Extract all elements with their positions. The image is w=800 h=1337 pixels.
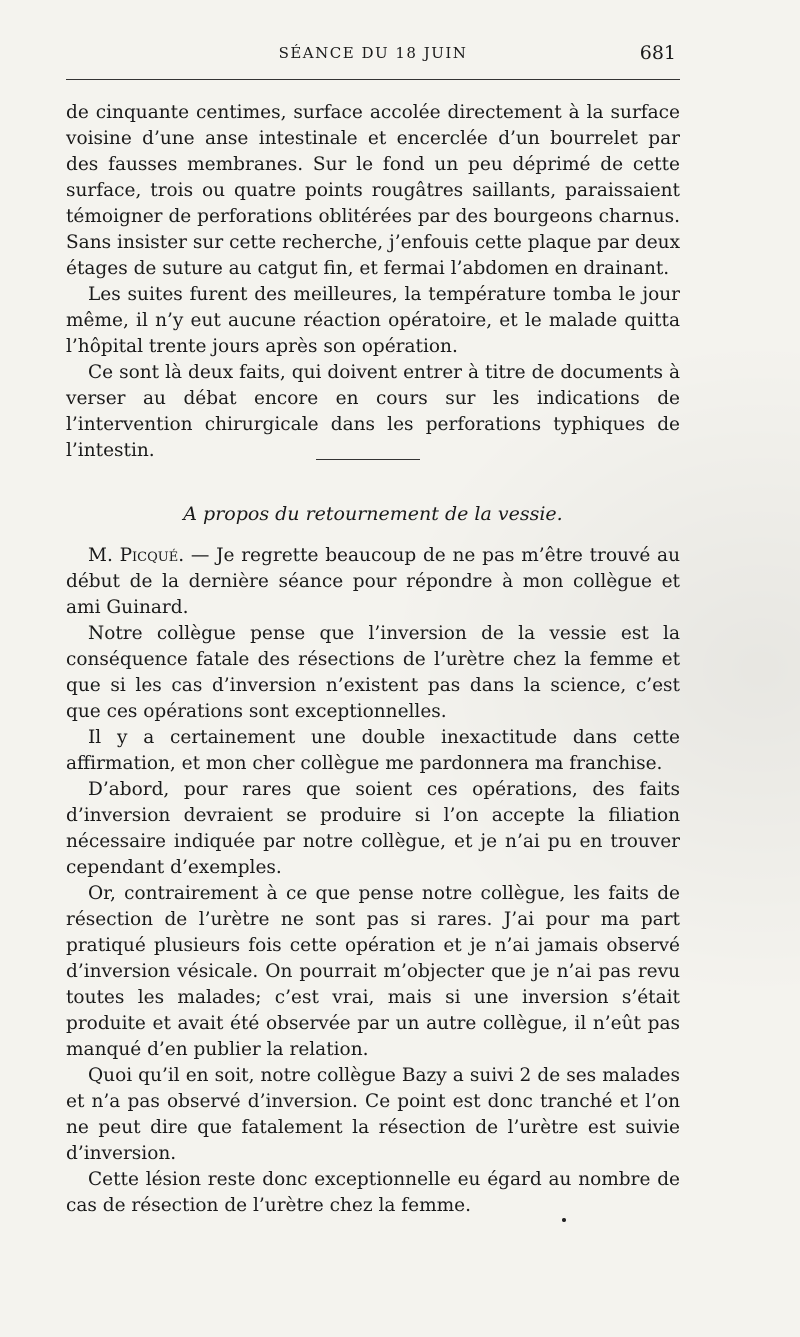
running-title: SÉANCE DU 18 JUIN	[278, 44, 468, 62]
paragraph: de cinquante centimes, surface accolée directement à la surface voisine d’une anse intestinale et encerclée d’un bourrelet par des fausses membranes. Sur le fond un peu déprimé de cette surface, trois ou quatre points rougâtres saillants, paraissaient témoigner de perforations oblitérées par des bourgeons charnus. Sans insister sur cette recherche, j’enfouis cette plaque par deux étages de suture au catgut fin, et fermai l’abdomen en drainant.	[66, 102, 680, 279]
paragraph-text: — Je regrette beaucoup de ne pas m’être trouvé au début de la dernière séance pour répondre à mon collègue et ami Guinard.	[66, 545, 680, 618]
paragraph: Les suites furent des meilleures, la température tomba le jour même, il n’y eut aucune réaction opératoire, et le malade quitta l’hôpital trente jours après son opération.	[66, 284, 680, 357]
section-title: A propos du retournement de la vessie.	[183, 503, 563, 525]
paragraph: Notre collègue pense que l’inversion de la vessie est la conséquence fatale des résections de l’urètre chez la femme et que si les cas d’inversion n’existent pas dans la science, c’est que ces opérations sont exceptionnelles.	[66, 623, 680, 722]
section-divider	[316, 459, 420, 460]
page-header	[66, 42, 680, 70]
header-rule	[66, 79, 680, 80]
paragraph: Ce sont là deux faits, qui doivent entrer à titre de documents à verser au débat encore en cours sur les indications de l’intervention chirurgicale dans les perforations typhiques de l’intestin.	[66, 362, 680, 461]
paragraph	[66, 543, 680, 621]
paragraph: Or, contrairement à ce que pense notre collègue, les faits de résection de l’urètre ne sont pas si rares. J’ai pour ma part pratiqué plusieurs fois cette opération et je n’ai jamais observé d’inversion vésicale. On pourrait m’objecter que je n’ai pas revu toutes les malades; c’est vrai, mais si une inversion s’était produite et avait été observée par un autre collègue, il n’eût pas manqué d’en publier la relation.	[66, 883, 680, 1060]
paragraph: Cette lésion reste donc exceptionnelle eu égard au nombre de cas de résection de l’urètre chez la femme.	[66, 1169, 680, 1216]
previous-article-text	[66, 100, 680, 464]
paragraph: Il y a certainement une double inexactitude dans cette affirmation, et mon cher collègue me pardonnera ma franchise.	[66, 727, 680, 774]
paragraph: D’abord, pour rares que soient ces opérations, des faits d’inversion devraient se produire si l’on accepte la filiation nécessaire indiquée par notre collègue, et je n’ai pu en trouver cependant d’exemples.	[66, 779, 680, 878]
ink-speck	[562, 1218, 566, 1222]
page-number: 681	[639, 42, 676, 64]
speaker-name: M. Picqué.	[88, 545, 185, 566]
paragraph: Quoi qu’il en soit, notre collègue Bazy a suivi 2 de ses malades et n’a pas observé d’inversion. Ce point est donc tranché et l’on ne peut dire que fatalement la résection de l’urètre est suivie d’inversion.	[66, 1065, 680, 1164]
section-text	[66, 543, 680, 1219]
